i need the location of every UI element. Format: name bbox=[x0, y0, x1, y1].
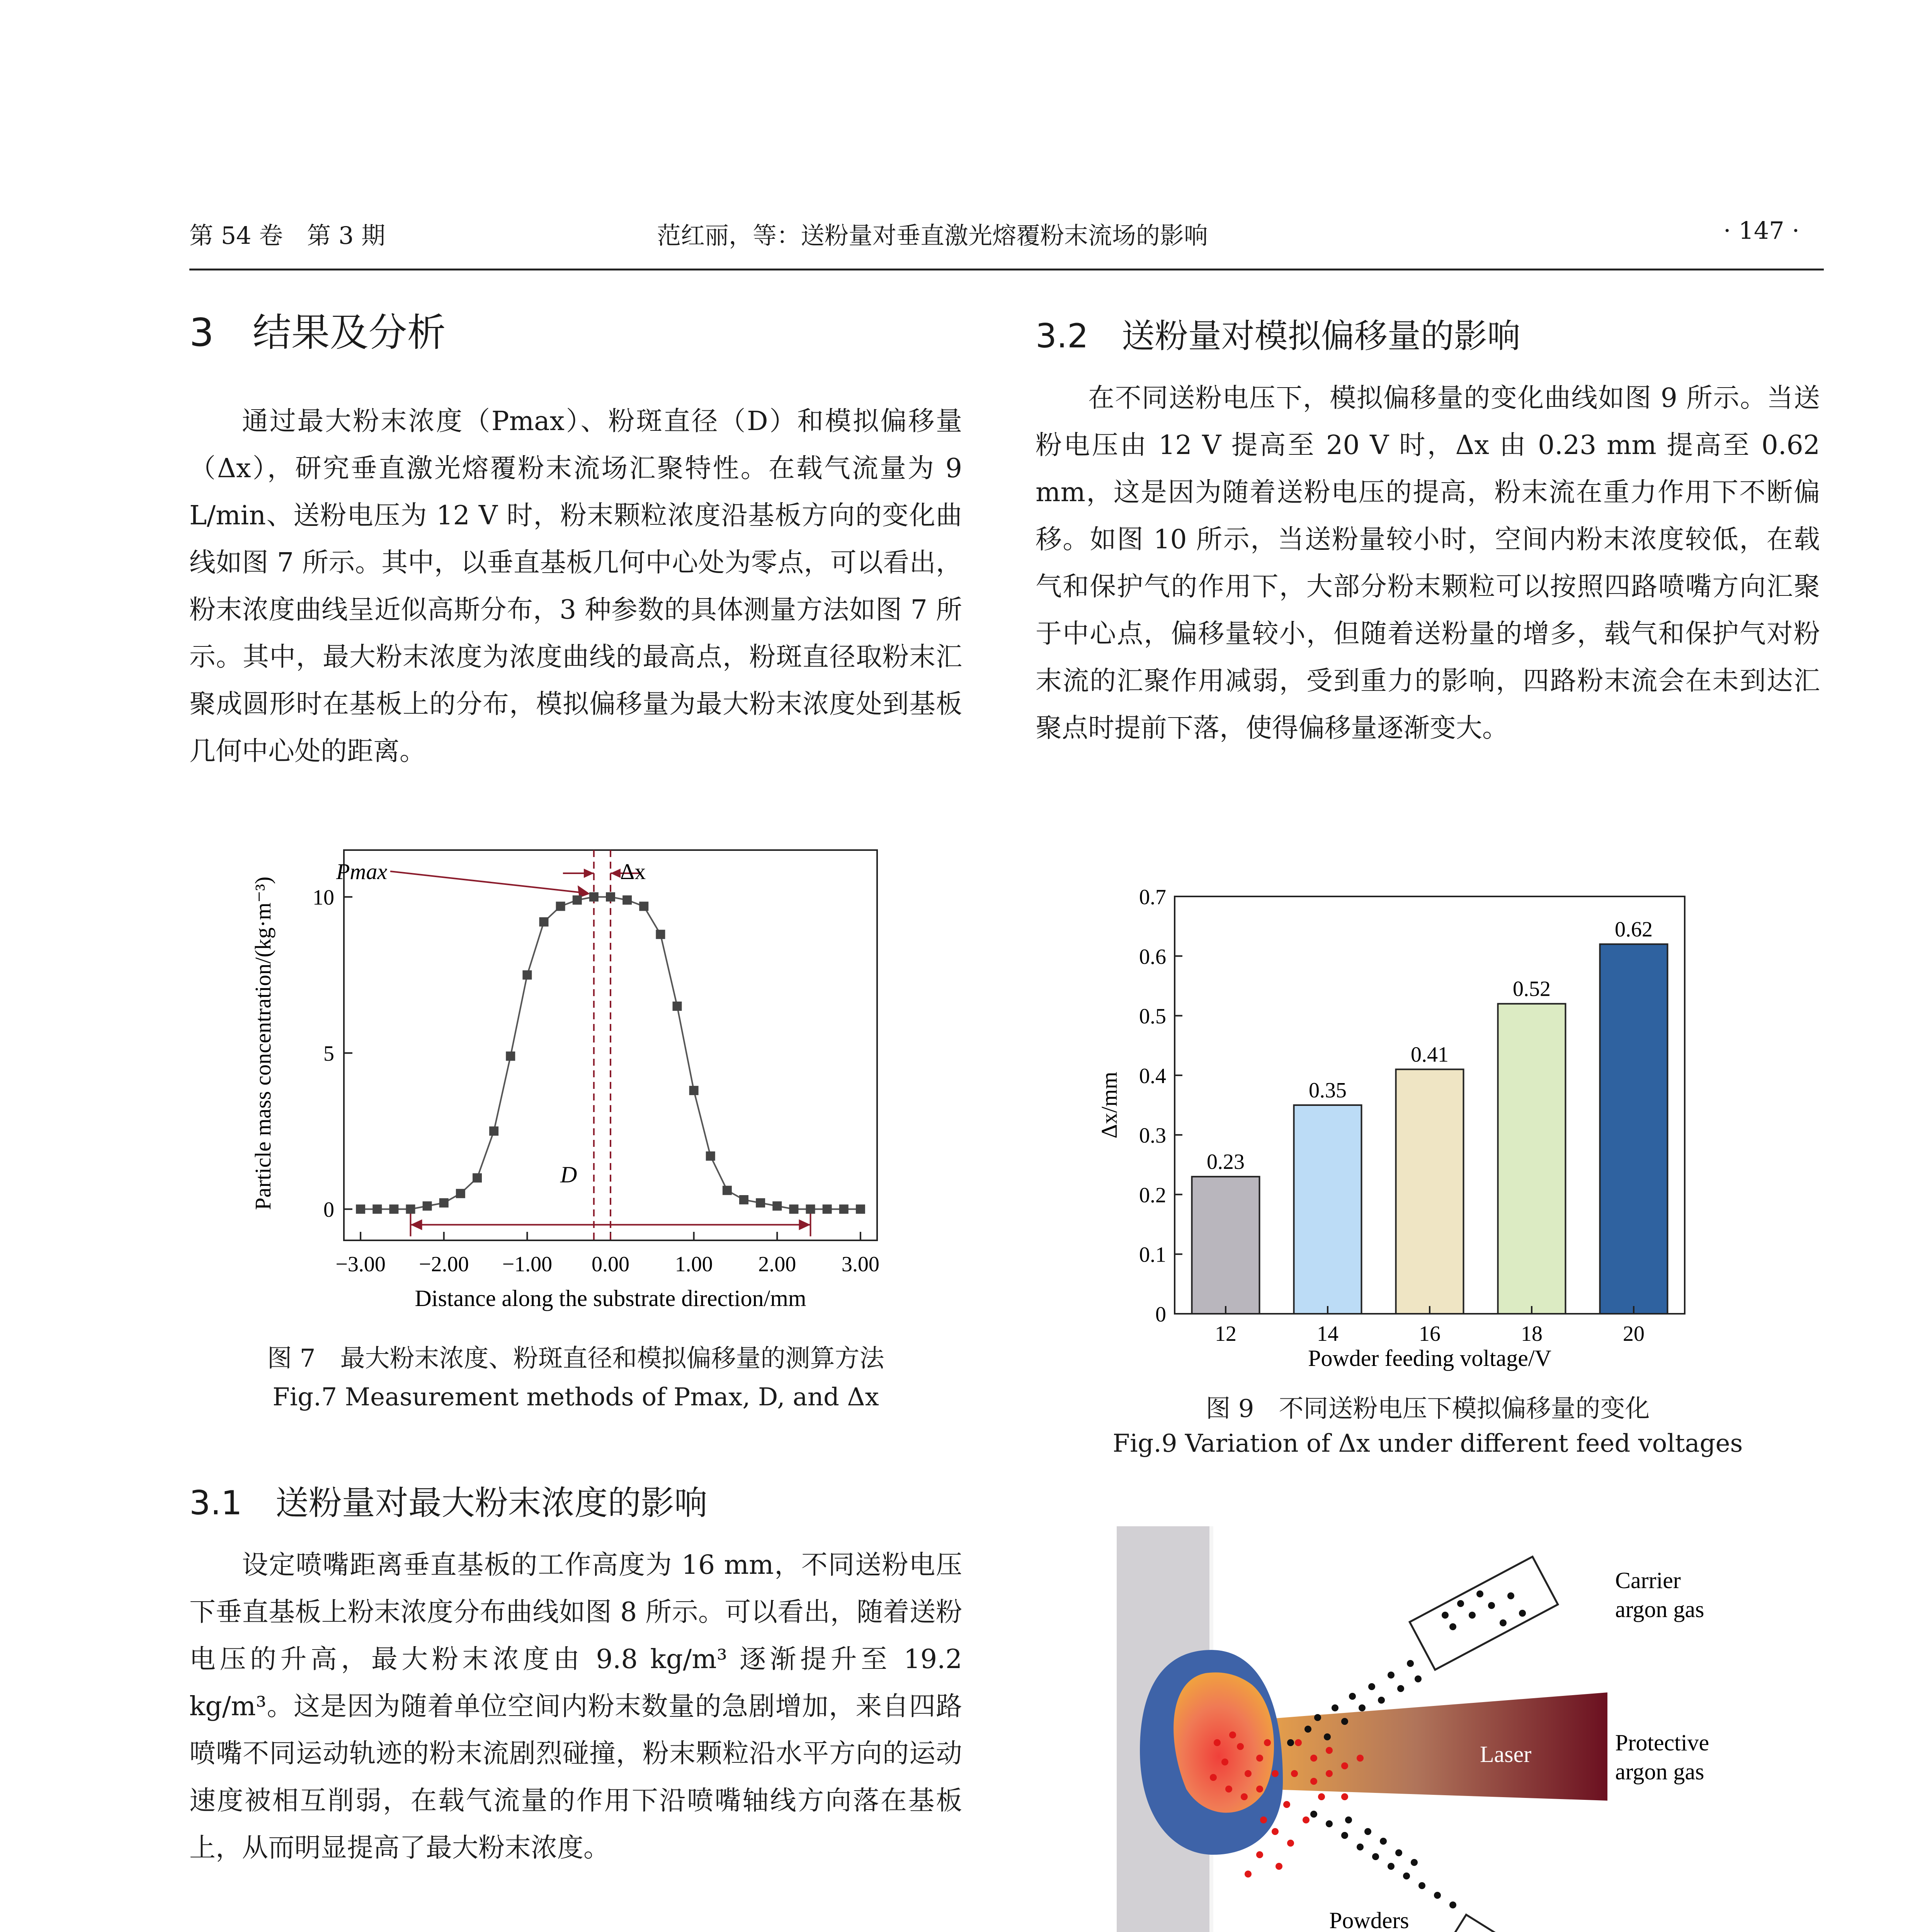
fig9-xtick-label-18: 18 bbox=[1521, 1322, 1543, 1346]
powder-particle-red bbox=[1256, 1851, 1263, 1858]
fig9-ytick-label: 0.5 bbox=[1139, 1004, 1166, 1029]
powder-particle-black bbox=[1310, 1811, 1317, 1818]
running-header-page: · 147 · bbox=[1723, 216, 1800, 245]
fig9-ytick-label: 0.2 bbox=[1139, 1183, 1166, 1208]
fig9-data-label-18: 0.52 bbox=[1513, 977, 1551, 1001]
section-3-2-heading: 3.2 送粉量对模拟偏移量的影响 bbox=[1036, 317, 1520, 355]
fig7-caption-cn: 图 7 最大粉末浓度、粉斑直径和模拟偏移量的测算方法 bbox=[267, 1344, 884, 1373]
powder-particle-red bbox=[1256, 1755, 1263, 1762]
fig7-data-point bbox=[539, 917, 549, 927]
powder-particle-black bbox=[1368, 1683, 1375, 1690]
powder-particle-black bbox=[1326, 1820, 1333, 1827]
fig7-data-point bbox=[372, 1204, 382, 1214]
powder-particle-red bbox=[1241, 1793, 1248, 1800]
fig7-ylabel: Particle mass concentration/(kg·m⁻³) bbox=[250, 876, 276, 1210]
nozzle-top-particle bbox=[1507, 1592, 1514, 1599]
fig9-data-label-16: 0.41 bbox=[1411, 1043, 1449, 1067]
powder-particle-red bbox=[1237, 1743, 1244, 1750]
fig9-ytick-label: 0.7 bbox=[1139, 885, 1166, 909]
label-carrier-top-2: argon gas bbox=[1615, 1597, 1704, 1622]
powder-particle-black bbox=[1449, 1901, 1456, 1908]
powder-particle-black bbox=[1287, 1739, 1294, 1746]
powder-particle-red bbox=[1214, 1739, 1221, 1746]
fig7-xtick-label: −2.00 bbox=[418, 1252, 469, 1276]
powder-particle-red bbox=[1256, 1786, 1263, 1793]
powder-particle-red bbox=[1283, 1801, 1290, 1808]
powder-particle-red bbox=[1295, 1739, 1302, 1746]
fig9-bar-20 bbox=[1600, 944, 1668, 1314]
header-rule bbox=[189, 269, 1824, 270]
fig7-xtick-label: 3.00 bbox=[841, 1252, 879, 1276]
powder-particle-black bbox=[1388, 1672, 1395, 1679]
figure-7-chart bbox=[247, 842, 935, 1329]
fig9-ylabel: Δx/mm bbox=[1097, 1071, 1122, 1139]
powder-particle-black bbox=[1407, 1660, 1414, 1667]
fig7-data-point bbox=[806, 1204, 815, 1214]
fig7-data-point bbox=[689, 1086, 699, 1095]
powder-particle-red bbox=[1326, 1770, 1333, 1777]
nozzle-top-particle bbox=[1449, 1623, 1456, 1630]
fig7-dx-arrowhead-right bbox=[611, 869, 621, 878]
fig7-data-point bbox=[606, 892, 615, 901]
powder-particle-red bbox=[1287, 1840, 1294, 1847]
fig9-data-label-12: 0.23 bbox=[1207, 1150, 1245, 1174]
fig9-bar-14 bbox=[1294, 1105, 1362, 1314]
fig7-data-point bbox=[673, 1002, 682, 1011]
fig7-data-point bbox=[356, 1204, 365, 1214]
fig7-data-point bbox=[756, 1198, 765, 1208]
fig7-pmax-label: Pmax bbox=[336, 859, 388, 884]
fig9-ytick-label: 0.6 bbox=[1139, 945, 1166, 969]
fig7-data-point bbox=[522, 970, 532, 980]
fig7-xtick-label: 0.00 bbox=[592, 1252, 629, 1276]
powder-particle-black bbox=[1388, 1863, 1395, 1870]
fig7-data-point bbox=[839, 1204, 849, 1214]
fig7-data-point bbox=[639, 901, 648, 911]
powder-particle-black bbox=[1378, 1697, 1385, 1704]
powder-particle-red bbox=[1326, 1747, 1333, 1754]
fig7-data-point bbox=[456, 1189, 465, 1198]
fig9-ytick-label: 0.1 bbox=[1139, 1243, 1166, 1267]
powder-particle-black bbox=[1403, 1872, 1410, 1879]
powder-particle-black bbox=[1364, 1828, 1371, 1835]
running-header-volume: 第 54 卷 第 3 期 bbox=[189, 221, 386, 250]
fig7-dx-label: Δx bbox=[620, 859, 646, 884]
powder-particle-red bbox=[1357, 1755, 1364, 1762]
fig9-xlabel: Powder feeding voltage/V bbox=[1308, 1345, 1551, 1371]
fig9-caption-cn: 图 9 不同送粉电压下模拟偏移量的变化 bbox=[1206, 1395, 1650, 1423]
powder-particle-red bbox=[1310, 1755, 1317, 1762]
fig7-ytick-label: 5 bbox=[323, 1042, 334, 1066]
nozzle-top-particle bbox=[1519, 1610, 1526, 1617]
running-header-title: 范红丽，等：送粉量对垂直激光熔覆粉末流场的影响 bbox=[657, 221, 1208, 250]
fig7-xtick-label: −1.00 bbox=[502, 1252, 553, 1276]
fig9-bar-18 bbox=[1498, 1004, 1566, 1314]
fig9-xtick-label-16: 16 bbox=[1419, 1322, 1440, 1346]
powder-particle-red bbox=[1272, 1770, 1279, 1777]
fig9-xtick-label-20: 20 bbox=[1623, 1322, 1645, 1346]
powder-particle-red bbox=[1341, 1762, 1348, 1769]
powder-particle-red bbox=[1291, 1770, 1298, 1777]
nozzle-top-particle bbox=[1476, 1590, 1483, 1597]
powder-particle-red bbox=[1303, 1816, 1310, 1823]
fig9-xtick-label-14: 14 bbox=[1317, 1322, 1338, 1346]
fig7-data-point bbox=[589, 892, 599, 901]
fig7-xtick-label: −3.00 bbox=[335, 1252, 386, 1276]
powder-particle-red bbox=[1210, 1774, 1217, 1781]
powder-particle-black bbox=[1395, 1849, 1402, 1856]
label-powders: Powders bbox=[1329, 1908, 1409, 1932]
nozzle-top-particle bbox=[1442, 1612, 1449, 1619]
powder-particle-red bbox=[1276, 1863, 1282, 1870]
fig7-data-point bbox=[506, 1051, 515, 1061]
fig9-xtick-label-12: 12 bbox=[1215, 1322, 1236, 1346]
fig9-ytick-label: 0 bbox=[1155, 1303, 1166, 1327]
fig7-data-point bbox=[473, 1173, 482, 1182]
fig7-xtick-label: 1.00 bbox=[675, 1252, 713, 1276]
label-laser: Laser bbox=[1480, 1742, 1532, 1767]
label-carrier-top-1: Carrier bbox=[1615, 1568, 1681, 1593]
fig7-xtick-label: 2.00 bbox=[758, 1252, 796, 1276]
fig9-data-label-14: 0.35 bbox=[1309, 1078, 1347, 1102]
fig7-data-point bbox=[706, 1151, 715, 1161]
powder-particle-red bbox=[1318, 1793, 1325, 1800]
fig7-dx-arrowhead-left bbox=[584, 869, 594, 878]
fig7-d-label: D bbox=[560, 1162, 577, 1187]
powder-particle-black bbox=[1434, 1892, 1441, 1899]
fig7-ytick-label: 0 bbox=[323, 1198, 334, 1222]
powder-particle-black bbox=[1332, 1704, 1338, 1711]
label-protective-1: Protective bbox=[1615, 1730, 1709, 1755]
powder-particle-black bbox=[1314, 1714, 1321, 1721]
fig7-pmax-arrow bbox=[390, 871, 586, 893]
nozzle-bottom bbox=[1437, 1915, 1584, 1932]
powder-particle-black bbox=[1341, 1832, 1348, 1839]
fig7-data-point bbox=[423, 1201, 432, 1211]
fig7-data-point bbox=[389, 1204, 398, 1214]
powder-particle-black bbox=[1418, 1882, 1425, 1889]
fig9-data-label-20: 0.62 bbox=[1615, 917, 1653, 942]
powder-particle-black bbox=[1411, 1859, 1418, 1866]
paragraph-3-2: 在不同送粉电压下，模拟偏移量的变化曲线如图 9 所示。当送粉电压由 12 V 提高至 20 V 时，Δx 由 0.23 mm 提高至 0.62 mm，这是因为随着送粉电压的提高，粉末流在重力作用下不断偏移。如图 10 所示，当送粉量较小时，空间内粉末浓度较低，在载气和保护气的作用下，大部分粉末颗粒可以按照四路喷嘴方向汇聚于中心点，偏移量较小，但随着送粉量的增多，载气和保护气对粉末流的汇聚作用减弱，受到重力的影响，四路粉末流会在未到达汇聚点时提前下落，使得偏移量逐渐变大。 bbox=[1036, 383, 1820, 743]
figure-9-chart bbox=[1090, 881, 1747, 1372]
fig7-data-point bbox=[856, 1204, 865, 1214]
label-protective-2: argon gas bbox=[1615, 1759, 1704, 1784]
powder-particle-red bbox=[1225, 1786, 1232, 1793]
powder-particle-black bbox=[1349, 1693, 1356, 1700]
nozzle-top bbox=[1410, 1557, 1558, 1670]
fig7-data-point bbox=[656, 930, 665, 939]
powder-particle-red bbox=[1229, 1731, 1236, 1738]
fig7-data-point bbox=[789, 1204, 798, 1214]
powder-particle-black bbox=[1372, 1853, 1379, 1860]
nozzle-top-particle bbox=[1457, 1600, 1464, 1607]
fig7-data-point bbox=[723, 1186, 732, 1195]
section-3-1-heading: 3.1 送粉量对最大粉末浓度的影响 bbox=[189, 1484, 707, 1522]
powder-particle-black bbox=[1380, 1838, 1387, 1845]
nozzle-top-particle bbox=[1488, 1602, 1495, 1609]
figure-10-schematic bbox=[1113, 1526, 1731, 1932]
fig7-data-point bbox=[556, 901, 565, 911]
nozzle-top-particle bbox=[1469, 1612, 1476, 1619]
powder-particle-red bbox=[1245, 1871, 1252, 1878]
powder-particle-red bbox=[1272, 1828, 1279, 1835]
powder-particle-red bbox=[1245, 1770, 1252, 1777]
fig9-ytick-label: 0.3 bbox=[1139, 1124, 1166, 1148]
fig9-bar-16 bbox=[1396, 1069, 1464, 1314]
powder-particle-black bbox=[1357, 1844, 1364, 1850]
fig7-d-arrowhead-left bbox=[411, 1219, 422, 1230]
powder-particle-black bbox=[1304, 1726, 1311, 1733]
powder-particle-black bbox=[1415, 1675, 1422, 1682]
fig7-data-point bbox=[489, 1126, 498, 1136]
powder-particle-red bbox=[1341, 1793, 1348, 1800]
powder-particle-red bbox=[1221, 1759, 1228, 1765]
fig7-xlabel: Distance along the substrate direction/mm bbox=[415, 1286, 806, 1311]
powder-particle-red bbox=[1260, 1816, 1267, 1823]
section-3-heading: 3 结果及分析 bbox=[189, 310, 446, 355]
powder-particle-red bbox=[1310, 1778, 1317, 1785]
powder-particle-black bbox=[1359, 1704, 1366, 1711]
fig7-ytick-label: 10 bbox=[313, 886, 334, 910]
fig9-caption-en: Fig.9 Variation of Δx under different feed voltages bbox=[1112, 1429, 1743, 1458]
fig7-data-point bbox=[573, 895, 582, 905]
powder-particle-red bbox=[1264, 1739, 1271, 1746]
fig7-data-point bbox=[772, 1201, 782, 1211]
paragraph-3-1: 设定喷嘴距离垂直基板的工作高度为 16 mm，不同送粉电压下垂直基板上粉末浓度分布曲线如图 8 所示。可以看出，随着送粉电压的升高，最大粉末浓度由 9.8 kg/m³ 逐渐提升至 19.2 kg/m³。这是因为随着单位空间内粉末数量的急剧增加，来自四路喷嘴不同运动轨迹的粉末流剧烈碰撞，粉末颗粒沿水平方向的运动速度被相互削弱，在载气流量的作用下沿喷嘴轴线方向落在基板上，从而明显提高了最大粉末浓度。 bbox=[189, 1550, 962, 1863]
powder-particle-black bbox=[1345, 1816, 1352, 1823]
laser-beam bbox=[1260, 1692, 1607, 1801]
nozzle-top-particle bbox=[1500, 1619, 1507, 1626]
fig7-data-point bbox=[739, 1195, 748, 1204]
powder-particle-black bbox=[1397, 1685, 1404, 1692]
paragraph-intro: 通过最大粉末浓度（Pmax）、粉斑直径（D）和模拟偏移量（Δx），研究垂直激光熔覆粉末流场汇聚特性。在载气流量为 9 L/min、送粉电压为 12 V 时，粉末颗粒浓度沿基板方向的变化曲线如图 7 所示。其中，以垂直基板几何中心处为零点，可以看出，粉末浓度曲线呈近似高斯分布，3 种参数的具体测量方法如图 7 所示。其中，最大粉末浓度为浓度曲线的最高点，粉斑直径取粉末汇聚成圆形时在基板上的分布，模拟偏移量为最大粉末浓度处到基板几何中心处的距离。 bbox=[189, 406, 962, 767]
fig7-data-point bbox=[823, 1204, 832, 1214]
fig7-caption-en: Fig.7 Measurement methods of Pmax, D, and Δx bbox=[272, 1383, 879, 1412]
fig9-ytick-label: 0.4 bbox=[1139, 1064, 1166, 1088]
fig7-data-point bbox=[622, 895, 632, 905]
powder-particle-black bbox=[1324, 1733, 1331, 1740]
fig7-d-arrowhead-right bbox=[799, 1219, 811, 1230]
powder-particle-black bbox=[1341, 1718, 1348, 1725]
fig9-bar-12 bbox=[1192, 1177, 1260, 1314]
fig7-data-point bbox=[439, 1198, 449, 1208]
fig7-data-point bbox=[406, 1204, 415, 1214]
